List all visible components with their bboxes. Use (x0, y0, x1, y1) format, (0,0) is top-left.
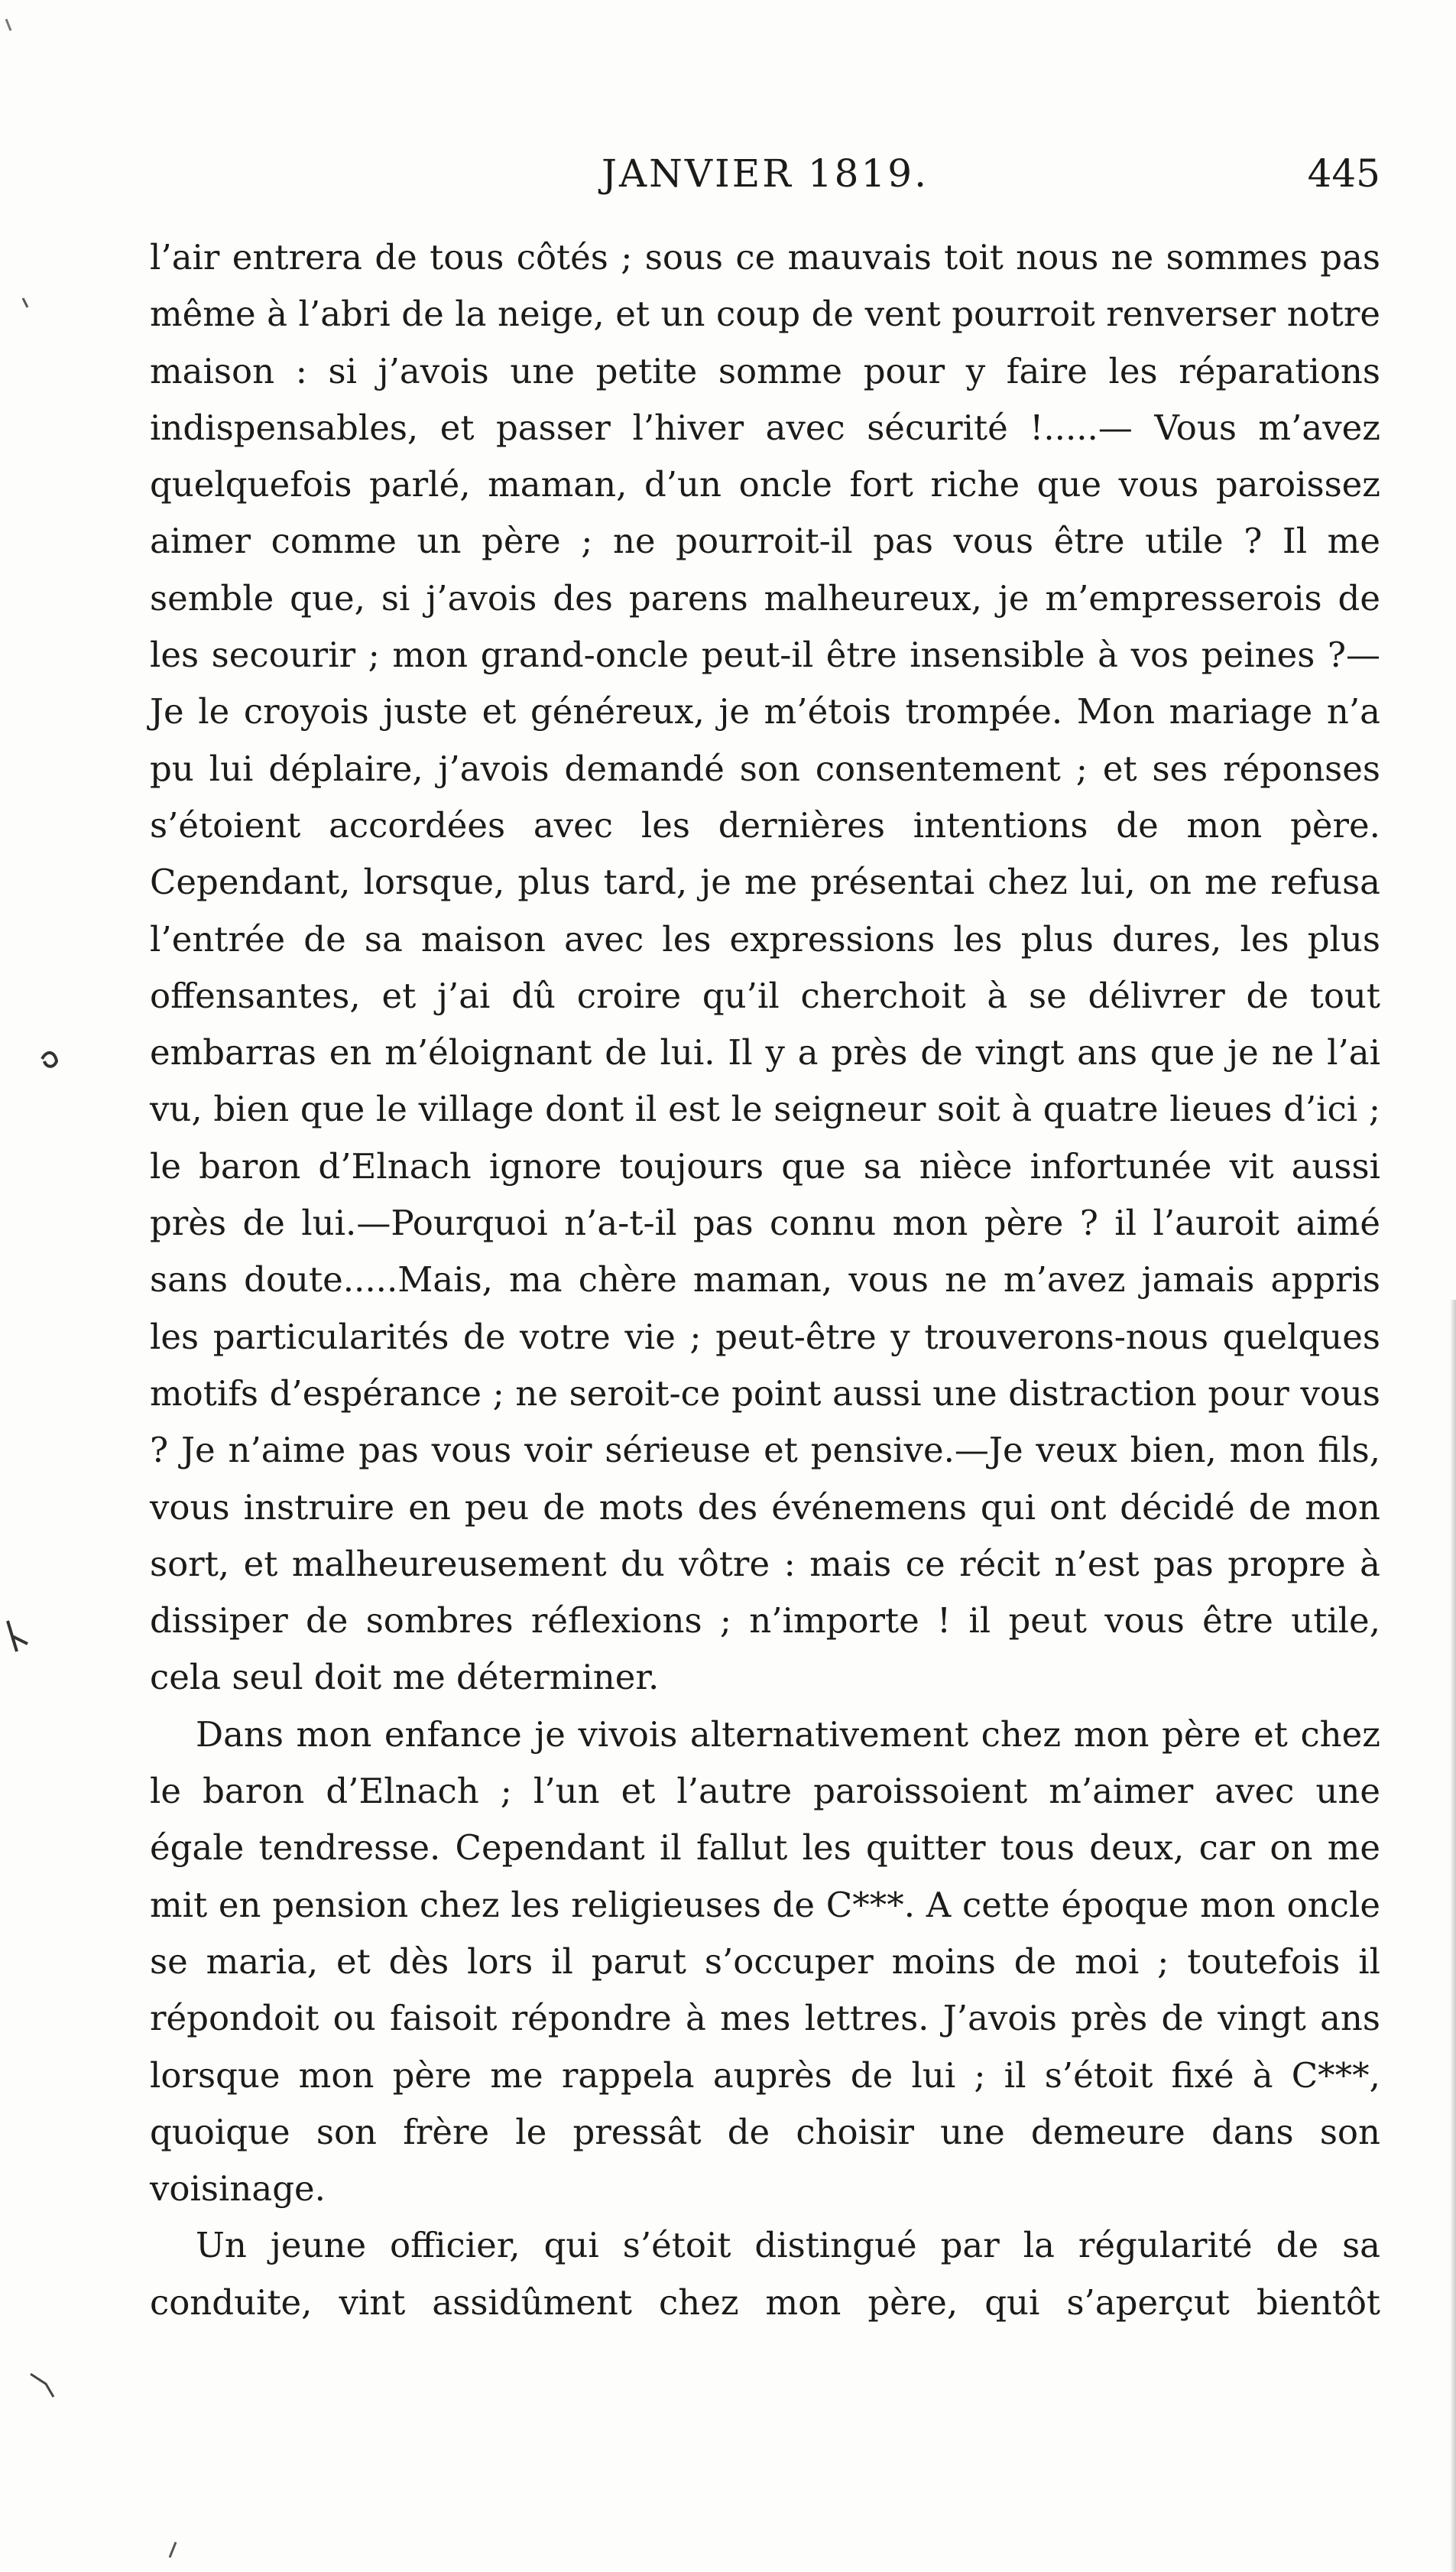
margin-mark-left-3 (31, 2374, 54, 2397)
running-head (150, 147, 1380, 200)
paragraph-2: Dans mon enfance je vivois alternativement chez mon père et chez le baron d’Elnach ; l’un et l’autre paroissoient m’aimer avec une égale tendresse. Cependant il fallut les quitter tous deux, car on me mit en pension chez les religieuses de C***. A cette époque mon oncle se maria, et dès lors il parut s’occuper moins de moi ; toutefois il répondoit ou faisoit répondre à mes lettres. J’avois près de vingt ans lorsque mon père me rappela auprès de lui ; il s’étoit fixé à C***, quoique son frère le pressât de choisir une demeure dans son voisinage. (150, 1713, 1380, 2210)
margin-mark-left-2 (8, 1621, 28, 1651)
paragraph-1: l’air entrera de tous côtés ; sous ce mauvais toit nous ne sommes pas même à l’abri de la neige, et un coup de vent pourroit renverser notre maison : si j’avois une petite somme pour y faire les réparations indispensables, et passer l’hiver avec sécurité !.....— Vous m’avez quelquefois parlé, maman, d’un oncle fort riche que vous paroissez aimer comme un père ; ne pourroit-il pas vous être utile ? Il me semble que, si j’avois des parens malheureux, je m’empresserois de les secourir ; mon grand-oncle peut-il être insensible à vos peines ?—Je le croyois juste et généreux, je m’étois trompée. Mon mariage n’a pu lui déplaire, j’avois demandé son consentement ; et ses réponses s’étoient accordées avec les dernières intentions de mon père. Cependant, lorsque, plus tard, je me présentai chez lui, on me refusa l’entrée de sa maison avec les expressions les plus dures, les plus offensantes, et j’ai dû croire qu’il cherchoit à se délivrer de tout embarras en m’éloignant de lui. Il y a près de vingt ans que je ne l’ai vu, bien que le village dont il est le seigneur soit à quatre lieues d’ici ; le baron d’Elnach ignore toujours que sa nièce infortunée vit aussi près de lui.—Pourquoi n’a-t-il pas connu mon père ? il l’auroit aimé sans doute.....Mais, ma chère maman, vous ne m’avez jamais appris les particularités de votre vie ; peut-être y trouverons-nous quelques motifs d’espérance ; ne seroit-ce point aussi une distraction pour vous ? Je n’aime pas vous voir sérieuse et pensive.—Je veux bien, mon fils, vous instruire en peu de mots des événemens qui ont décidé de mon sort, et malheureusement du vôtre : mais ce récit n’est pas propre à dissiper de sombres réflexions ; n’importe ! il peut vous être utile, cela seul doit me déterminer. (150, 237, 1380, 1698)
paragraph-3: Un jeune officier, qui s’étoit distingué par la régularité de sa conduite, vint assidûment chez mon père, qui s’aperçut bientôt (150, 2225, 1380, 2323)
margin-speck-left-upper (23, 298, 28, 307)
margin-speck-top (6, 19, 11, 31)
scan-edge (1450, 1300, 1456, 2572)
margin-speck-bottom (170, 2542, 176, 2557)
body-text (150, 229, 1380, 2331)
running-head-title: JANVIER 1819. (602, 151, 929, 196)
page-number: 445 (1307, 151, 1380, 196)
margin-mark-left-1 (42, 1053, 57, 1067)
